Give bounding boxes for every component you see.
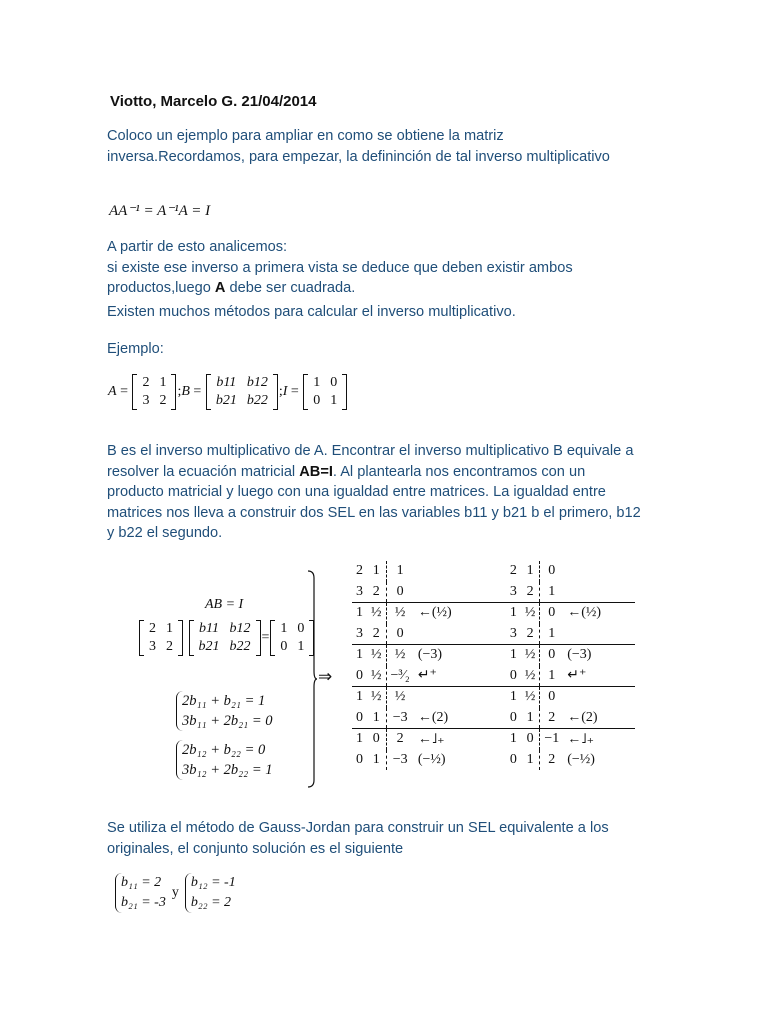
matrix-i <box>303 374 347 410</box>
gauss-cell: 0 <box>509 667 517 683</box>
matrix-a-cell: 2 <box>149 621 156 636</box>
gauss-cell: 1 <box>506 729 521 750</box>
gauss-cell: 1 <box>506 603 521 624</box>
gauss-cell: 3 <box>356 625 363 641</box>
solution-b22: b₂₂ = 2 <box>190 895 232 910</box>
matrix-b-cell: b22 <box>246 393 268 408</box>
matrix-b-cell: b21 <box>198 639 220 654</box>
system-equation: 3b₁₂ + 2b₂₂ = 1 <box>182 762 273 778</box>
matrix-a-cell: 2 <box>166 639 173 654</box>
gauss-cell: 1 <box>521 750 540 771</box>
gauss-cell: 0 <box>548 563 556 579</box>
matrix-i-cell: 0 <box>313 393 321 408</box>
gauss-cell: ½ <box>521 687 540 708</box>
explanation-line-2-pre: resolver la ecuación matricial <box>107 463 300 480</box>
gauss-cell: 2 <box>548 709 556 725</box>
matrix-a-cell: 3 <box>142 393 150 408</box>
matrix-i-cell: 0 <box>330 375 338 390</box>
gauss-cell: 1 <box>352 645 367 666</box>
gauss-cell: 0 <box>521 729 540 750</box>
analysis-line-3-post: debe ser cuadrada. <box>225 280 356 296</box>
intro-line-2: inversa.Recordamos, para empezar, la defininción de tal inverso multiplicativo <box>107 148 610 165</box>
matrix-b-cell: b12 <box>229 621 251 636</box>
matrix-a-label: A <box>108 384 117 399</box>
gauss-cell: 1 <box>548 583 556 599</box>
gauss-cell: 1 <box>548 625 556 641</box>
gauss-cell: 0 <box>540 687 563 708</box>
explanation-line-1: B es el inverso multiplicativo de A. Encontrar el inverso multiplicativo B equivale a <box>107 443 634 459</box>
matrix-a-cell: 2 <box>142 375 150 390</box>
matrix-i-cell: 1 <box>280 621 288 636</box>
gauss-cell: 1 <box>352 603 367 624</box>
gauss-jordan-table <box>352 561 635 770</box>
ab-product-equation: 2 1 3 2 b11 b12 b21 b22 = 1 0 0 1 <box>138 620 315 656</box>
gauss-cell: ½ <box>386 603 414 624</box>
explanation-line-2-post: . Al plantearla nos encontramos con un <box>332 463 586 480</box>
gauss-row-operation: (−3) <box>563 645 635 666</box>
gauss-cell: 3 <box>509 583 517 599</box>
gauss-row-operation <box>414 561 486 582</box>
example-matrices: A = 2 1 3 2 ; B = b11 b12 b21 b22 ; I = 1 0 0 1 <box>108 374 348 410</box>
solution-set <box>115 873 236 913</box>
matrix-i-cell: 1 <box>330 393 338 408</box>
system-b11-b21 <box>176 691 272 731</box>
matrix-b-label: B <box>181 384 190 399</box>
gauss-cell: −³⁄₂ <box>390 667 410 683</box>
gauss-cell: 1 <box>396 563 404 579</box>
explanation-line-4: matrices nos lleva a construir dos SEL en las variables b11 y b21 b el primero, b12 <box>107 504 641 521</box>
matrix-b-cell: b22 <box>229 639 251 654</box>
gauss-cell: 0 <box>356 667 363 683</box>
gauss-row-operation: ←(2) <box>567 709 598 725</box>
explanation-line-5: y b22 el segundo. <box>107 525 223 541</box>
gauss-row-operation: ↵⁺ <box>417 668 437 684</box>
gauss-cell: −3 <box>392 709 408 725</box>
gauss-row <box>352 708 635 729</box>
matrix-i-cell: 1 <box>297 639 305 654</box>
gauss-cell: 1 <box>521 561 540 582</box>
gauss-row-operation: ←˩₊ <box>563 729 635 750</box>
system-b12-b22 <box>176 740 272 780</box>
gauss-cell: −1 <box>540 729 563 750</box>
explanation-line-2-bold: AB=I <box>299 463 333 480</box>
gauss-cell: 2 <box>521 582 540 603</box>
matrix-i-label: I <box>282 384 288 399</box>
gauss-cell: ½ <box>521 666 540 687</box>
analysis-line-3-pre: productos,luego <box>107 280 215 296</box>
gauss-cell: 3 <box>356 583 363 599</box>
gauss-spacer <box>486 729 506 750</box>
gauss-spacer <box>486 603 506 624</box>
explanation-line-3: producto matricial y luego con una igualdad entre matrices. La igualdad entre <box>107 484 606 500</box>
gauss-cell: 0 <box>540 645 563 666</box>
gauss-spacer <box>486 624 506 645</box>
gauss-cell: 1 <box>367 708 386 729</box>
gauss-cell: 2 <box>521 624 540 645</box>
gauss-row-operation <box>414 624 486 645</box>
gauss-row-operation: (−½) <box>417 751 446 767</box>
gauss-spacer <box>486 645 506 666</box>
gauss-cell: ½ <box>367 603 386 624</box>
analysis-paragraph <box>107 237 707 299</box>
gauss-cell: 2 <box>386 729 414 750</box>
gauss-row <box>352 624 635 645</box>
matrix-b-cell: b12 <box>246 375 268 390</box>
brace-left <box>176 740 272 780</box>
gauss-cell: 3 <box>509 625 517 641</box>
gauss-cell: ½ <box>521 645 540 666</box>
matrix-i-cell: 1 <box>313 375 321 390</box>
methods-paragraph: Existen muchos métodos para calcular el inverso multiplicativo. <box>107 304 516 320</box>
gauss-cell: ½ <box>367 687 386 708</box>
gauss-spacer <box>486 582 506 603</box>
gauss-cell: 0 <box>356 709 363 725</box>
gauss-row <box>352 582 635 603</box>
explanation-paragraph <box>107 441 727 544</box>
matrix-a <box>132 374 176 410</box>
gauss-cell: 1 <box>352 729 367 750</box>
matrix-a-cell: 2 <box>159 393 167 408</box>
system-equation: 2b₁₂ + b₂₂ = 0 <box>182 742 266 758</box>
system-equation: 3b₁₁ + 2b₂₁ = 0 <box>182 713 273 729</box>
matrix-i-cell: 0 <box>280 639 288 654</box>
gauss-spacer <box>486 561 506 582</box>
analysis-line-3-bold: A <box>214 280 226 296</box>
conclusion-paragraph <box>107 818 727 859</box>
gauss-cell: 2 <box>548 751 556 767</box>
gauss-cell: 0 <box>509 751 517 767</box>
gauss-row-operation: ←(½) <box>414 603 486 624</box>
gauss-row <box>352 645 635 666</box>
gauss-row-operation: ←˩₊ <box>414 729 486 750</box>
gauss-cell: 0 <box>396 625 404 641</box>
gauss-cell: 1 <box>521 708 540 729</box>
gauss-row <box>352 561 635 582</box>
gauss-cell: 1 <box>352 687 367 708</box>
gauss-row-operation: (−½) <box>567 751 595 767</box>
gauss-cell: 2 <box>509 563 517 579</box>
conclusion-line-2: originales, el conjunto solución es el siguiente <box>107 840 404 857</box>
matrix-a-cell: 3 <box>149 639 156 654</box>
intro-paragraph <box>107 126 707 167</box>
matrix-a-cell: 1 <box>166 621 173 636</box>
gauss-row <box>352 750 635 771</box>
gauss-cell: 2 <box>356 563 363 579</box>
gauss-row <box>352 603 635 624</box>
matrix-b-cell: b21 <box>215 393 237 408</box>
gauss-cell: 1 <box>367 561 386 582</box>
matrix-b-cell: b11 <box>216 375 237 390</box>
gauss-cell: −3 <box>392 751 408 767</box>
implies-arrow: ⇒ <box>318 667 333 686</box>
gauss-row-operation <box>563 582 635 603</box>
gauss-row <box>352 666 635 687</box>
matrix-i-cell: 0 <box>297 621 305 636</box>
inverse-identity-equation: AA⁻¹ = A⁻¹A = I <box>109 203 211 219</box>
intro-line-1: Coloco un ejemplo para ampliar en como se obtiene la matriz <box>107 128 504 144</box>
gauss-spacer <box>486 666 506 687</box>
gauss-cell: 1 <box>506 687 521 708</box>
gauss-row-operation <box>414 687 486 708</box>
solution-b21: b₂₁ = -3 <box>121 895 166 910</box>
gauss-cell: 1 <box>506 645 521 666</box>
gauss-row-operation: (−3) <box>414 645 486 666</box>
gauss-row <box>352 729 635 750</box>
gauss-cell: 0 <box>396 583 404 599</box>
gauss-cell: ½ <box>367 666 386 687</box>
gauss-cell: ½ <box>367 645 386 666</box>
gauss-row-operation <box>414 582 486 603</box>
solution-b12: b₁₂ = -1 <box>190 875 236 890</box>
gauss-cell: ½ <box>386 687 414 708</box>
gauss-cell: 2 <box>367 582 386 603</box>
gauss-cell: ½ <box>521 603 540 624</box>
gauss-cell: 0 <box>367 729 386 750</box>
analysis-line-1: A partir de esto analicemos: <box>107 239 288 255</box>
gauss-row-operation: ↵⁺ <box>567 668 587 684</box>
solution-connector: y <box>171 885 179 900</box>
brace-left <box>115 873 166 913</box>
product-matrix-a <box>139 620 183 656</box>
gauss-row-operation <box>563 561 635 582</box>
gauss-cell: 2 <box>367 624 386 645</box>
system-equation: 2b₁₁ + b₂₁ = 1 <box>182 693 266 709</box>
gauss-cell: 1 <box>367 750 386 771</box>
author-date-heading: Viotto, Marcelo G. 21/04/2014 <box>110 93 317 110</box>
solution-b11: b₁₁ = 2 <box>121 875 162 890</box>
right-brace <box>306 570 318 788</box>
gauss-spacer <box>486 687 506 708</box>
gauss-cell: 0 <box>509 709 517 725</box>
matrix-b-cell: b11 <box>199 621 219 636</box>
ab-equals-i-title: AB = I <box>205 597 244 612</box>
gauss-spacer <box>486 750 506 771</box>
gauss-row <box>352 687 635 708</box>
product-matrix-b <box>189 620 261 656</box>
gauss-row-operation: ←(½) <box>563 603 635 624</box>
gauss-cell: 1 <box>548 667 556 683</box>
gauss-row-operation: ←(2) <box>417 709 449 725</box>
gauss-spacer <box>486 708 506 729</box>
example-label: Ejemplo: <box>107 341 164 357</box>
gauss-row-operation <box>563 687 635 708</box>
gauss-row-operation <box>563 624 635 645</box>
analysis-line-2: si existe ese inverso a primera vista se deduce que deben existir ambos <box>107 259 573 276</box>
gauss-cell: ½ <box>386 645 414 666</box>
matrix-b <box>206 374 278 410</box>
matrix-a-cell: 1 <box>159 375 167 390</box>
gauss-cell: 0 <box>356 751 363 767</box>
brace-left <box>176 691 272 731</box>
gauss-cell: 0 <box>540 603 563 624</box>
conclusion-line-1: Se utiliza el método de Gauss-Jordan para construir un SEL equivalente a los <box>107 820 609 836</box>
brace-left <box>185 873 236 913</box>
